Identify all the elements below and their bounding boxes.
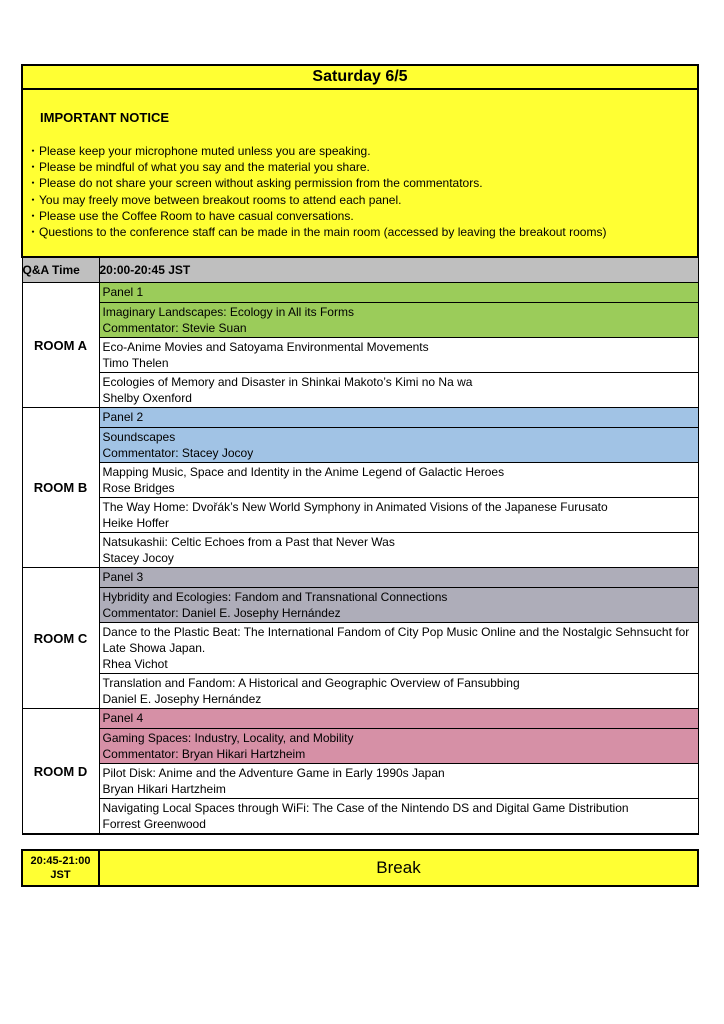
panel-theme: Gaming Spaces: Industry, Locality, and Mobility: [102, 731, 354, 745]
schedule-sheet: [21, 64, 697, 835]
panel-theme: Imaginary Landscapes: Ecology in All its Forms: [102, 305, 354, 319]
talk-author: Stacey Jocoy: [102, 551, 174, 565]
room-label: ROOM B: [22, 408, 99, 568]
panel-theme: Soundscapes: [102, 430, 176, 444]
schedule-table: [21, 64, 699, 835]
talk-title: Mapping Music, Space and Identity in the Anime Legend of Galactic Heroes: [102, 465, 505, 479]
talk-title: Translation and Fandom: A Historical and Geographic Overview of Fansubbing: [102, 676, 520, 690]
talk-cell: [99, 799, 698, 835]
talk-title: Navigating Local Spaces through WiFi: The Case of the Nintendo DS and Digital Game Distribution: [102, 801, 629, 815]
page-title: Saturday 6/5: [22, 65, 698, 89]
room-label: ROOM A: [22, 283, 99, 408]
talk-cell: [99, 498, 698, 533]
talk-author: Shelby Oxenford: [102, 391, 192, 405]
panel-commentator: Commentator: Bryan Hikari Hartzheim: [102, 747, 306, 761]
panel-theme-cell: [99, 588, 698, 623]
panel-commentator: Commentator: Stevie Suan: [102, 321, 247, 335]
break-table: [21, 849, 699, 887]
panel-commentator: Commentator: Daniel E. Josephy Hernández: [102, 606, 341, 620]
notice-box: [22, 89, 698, 257]
talk-title: Dance to the Plastic Beat: The International Fandom of City Pop Music Online and the Nostalgic Sehnsucht for Late Showa Japan.: [102, 625, 690, 655]
talk-author: Rhea Vichot: [102, 657, 168, 671]
qa-header-row: [22, 257, 698, 283]
panel-theme: Hybridity and Ecologies: Fandom and Transnational Connections: [102, 590, 448, 604]
qa-time: 20:00-20:45 JST: [99, 257, 698, 283]
talk-cell: [99, 533, 698, 568]
talk-title: The Way Home: Dvořák’s New World Symphony in Animated Visions of the Japanese Furusato: [102, 500, 608, 514]
panel-label: Panel 3: [99, 568, 698, 588]
break-time: [22, 850, 99, 886]
talk-author: Timo Thelen: [102, 356, 169, 370]
panel-theme-cell: [99, 729, 698, 764]
talk-author: Rose Bridges: [102, 481, 175, 495]
notice-item: ・ Please use the Coffee Room to have casual conversations.: [27, 208, 697, 224]
talk-cell: [99, 623, 698, 674]
panel-label: Panel 2: [99, 408, 698, 428]
room-label: ROOM D: [22, 709, 99, 835]
break-label: Break: [99, 850, 698, 886]
talk-title: Pilot Disk: Anime and the Adventure Game in Early 1990s Japan: [102, 766, 445, 780]
notice-item: ・ Questions to the conference staff can be made in the main room (accessed by leaving the breakout rooms): [27, 224, 697, 240]
qa-label: Q&A Time: [22, 257, 99, 283]
break-time-line2: JST: [50, 869, 71, 881]
notice-item: ・ Please be mindful of what you say and the material you share.: [27, 159, 697, 175]
talk-author: Heike Hoffer: [102, 516, 169, 530]
notice-heading: IMPORTANT NOTICE: [40, 110, 170, 125]
panel-label: Panel 1: [99, 283, 698, 303]
talk-cell: [99, 338, 698, 373]
talk-cell: [99, 463, 698, 498]
notice-list: [23, 143, 697, 240]
talk-title: Eco-Anime Movies and Satoyama Environmental Movements: [102, 340, 429, 354]
talk-cell: [99, 674, 698, 709]
talk-cell: [99, 373, 698, 408]
talk-author: Bryan Hikari Hartzheim: [102, 782, 226, 796]
panel-commentator: Commentator: Stacey Jocoy: [102, 446, 254, 460]
talk-cell: [99, 764, 698, 799]
panel-theme-cell: [99, 428, 698, 463]
notice-item: ・ Please keep your microphone muted unless you are speaking.: [27, 143, 697, 159]
panel-theme-cell: [99, 303, 698, 338]
notice-item: ・ Please do not share your screen without asking permission from the commentators.: [27, 175, 697, 191]
break-time-line1: 20:45-21:00: [30, 855, 91, 867]
room-label: ROOM C: [22, 568, 99, 709]
talk-author: Daniel E. Josephy Hernández: [102, 692, 262, 706]
notice-item: ・ You may freely move between breakout rooms to attend each panel.: [27, 192, 697, 208]
talk-title: Natsukashii: Celtic Echoes from a Past that Never Was: [102, 535, 395, 549]
panel-label: Panel 4: [99, 709, 698, 729]
talk-title: Ecologies of Memory and Disaster in Shinkai Makoto’s Kimi no Na wa: [102, 375, 473, 389]
talk-author: Forrest Greenwood: [102, 817, 206, 831]
